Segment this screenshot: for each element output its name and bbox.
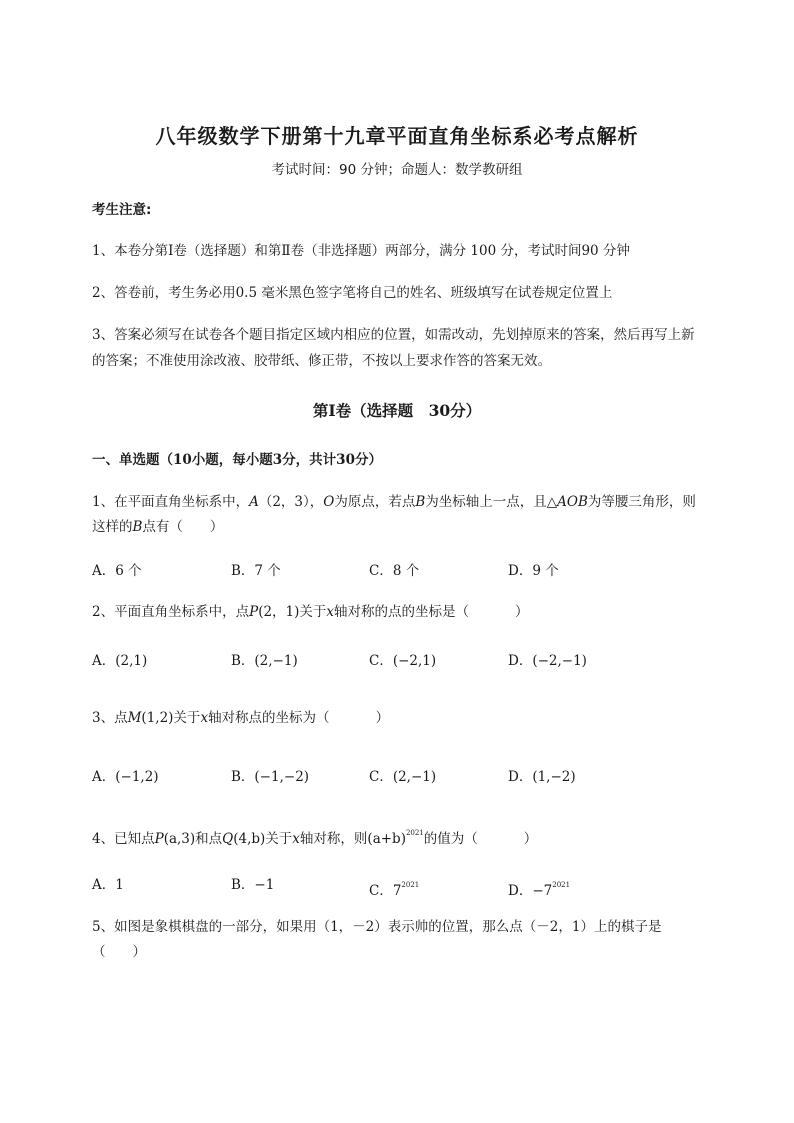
- notice-item: 1、本卷分第Ⅰ卷（选择题）和第Ⅱ卷（非选择题）两部分，满分 100 分，考试时间90 分钟: [92, 243, 630, 259]
- question-1-option-a[interactable]: A．6 个: [92, 563, 142, 579]
- question-2-option-c[interactable]: C．(−2,1): [369, 653, 437, 669]
- question-3-text: 3、点M(1,2)关于x轴对称点的坐标为（ ）: [92, 710, 390, 726]
- question-4-option-b[interactable]: B．−1: [231, 877, 275, 893]
- question-4-option-c[interactable]: C．$7^{2021}$: [369, 881, 420, 899]
- notice-item: 2、答卷前，考生务必用0.5 毫米黑色签字笔将自己的姓名、班级填写在试卷规定位置上: [92, 285, 613, 301]
- question-1-option-b[interactable]: B．7 个: [231, 563, 281, 579]
- question-5-text: 5、如图是象棋棋盘的一部分，如果用（1，－2）表示帅的位置，那么点（－2，1）上的棋子是: [92, 919, 662, 935]
- part-heading: 一、单选题（10小题，每小题3分，共计30分）: [92, 452, 382, 468]
- question-1-option-d[interactable]: D．9 个: [508, 563, 559, 579]
- section-title: 第Ⅰ卷（选择题 30分）: [312, 401, 482, 420]
- question-5-text-line2: （ ）: [92, 944, 146, 960]
- question-2-option-b[interactable]: B．(2,−1): [231, 653, 298, 669]
- question-2-option-d[interactable]: D．(−2,−1): [508, 653, 587, 669]
- question-3-option-c[interactable]: C．(2,−1): [369, 769, 437, 785]
- notice-item: 的答案；不准使用涂改液、胶带纸、修正带，不按以上要求作答的答案无效。: [92, 353, 551, 369]
- question-4-text: 4、已知点P(a,3)和点Q(4,b)关于x轴对称，则$(a+b)^{2021}$的值为（ ）: [92, 829, 538, 847]
- question-3-option-b[interactable]: B．(−1,−2): [231, 769, 310, 785]
- question-1-option-c[interactable]: C．8 个: [369, 563, 420, 579]
- question-4-option-d[interactable]: D．$-7^{2021}$: [508, 881, 571, 899]
- exam-subtitle: 考试时间：90 分钟；命题人：数学教研组: [271, 162, 523, 178]
- question-1-text-line2: 这样的B点有（ ）: [92, 519, 224, 535]
- question-4-option-a[interactable]: A．1: [92, 877, 124, 893]
- notice-heading: 考生注意:: [92, 202, 152, 218]
- question-1-text: 1、在平面直角坐标系中，A（2，3），O为原点，若点B为坐标轴上一点，且△AOB为等腰三角形，则: [92, 494, 696, 510]
- question-2-text: 2、平面直角坐标系中，点P(2，1)关于x轴对称的点的坐标是（ ）: [92, 604, 529, 620]
- question-2-option-a[interactable]: A．(2,1): [92, 653, 148, 669]
- question-3-option-a[interactable]: A．(−1,2): [92, 769, 159, 785]
- notice-item: 3、答案必须写在试卷各个题目指定区域内相应的位置，如需改动，先划掉原来的答案，然后再写上新: [92, 327, 695, 343]
- question-3-option-d[interactable]: D．(1,−2): [508, 769, 576, 785]
- page-title: 八年级数学下册第十九章平面直角坐标系必考点解析: [155, 124, 639, 148]
